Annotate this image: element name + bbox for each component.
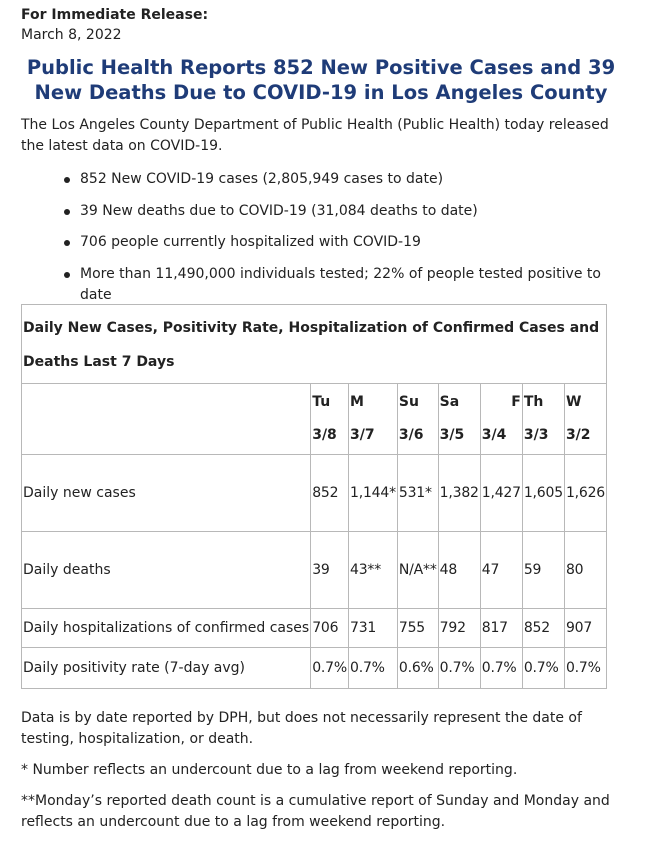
summary-list [21, 169, 621, 306]
headline: Public Health Reports 852 New Positive Cases and 39 New Deaths Due to COVID-19 in Los Angeles County [26, 56, 616, 104]
summary-item: 852 New COVID-19 cases (2,805,949 cases to date) [80, 169, 621, 190]
table-cell: 43** [348, 532, 397, 609]
day-label: F [511, 394, 521, 410]
summary-item: 39 New deaths due to COVID-19 (31,084 deaths to date) [80, 201, 621, 222]
header-cell [348, 384, 397, 455]
date-label: 3/2 [565, 427, 591, 443]
day-label: Th [523, 394, 544, 410]
table-cell: 706 [311, 609, 349, 648]
date-label: 3/4 [481, 427, 507, 443]
table-cell: N/A** [397, 532, 438, 609]
date-label: 3/5 [439, 427, 465, 443]
table-cell: 80 [564, 532, 606, 609]
row-label: Daily hospitalizations of confirmed cases [22, 609, 311, 648]
table-cell: 792 [438, 609, 480, 648]
table-cell: 907 [564, 609, 606, 648]
table-cell: 59 [522, 532, 564, 609]
table-cell: 48 [438, 532, 480, 609]
release-label: For Immediate Release: [21, 7, 209, 23]
table-row [22, 609, 607, 648]
date-label: 3/3 [523, 427, 549, 443]
table-caption-line: Daily New Cases, Positivity Rate, Hospitalization of Confirmed Cases and [23, 320, 600, 336]
header-cell [438, 384, 480, 455]
table-cell: 39 [311, 532, 349, 609]
date-label: 3/8 [312, 427, 337, 443]
table-cell: 1,382 [438, 455, 480, 532]
header-cell [564, 384, 606, 455]
table-row [22, 532, 607, 609]
table-caption-row [22, 305, 607, 384]
row-label: Daily positivity rate (7-day avg) [22, 648, 311, 689]
press-release [21, 6, 621, 316]
day-label: Sa [439, 394, 460, 410]
table-cell: 0.7% [311, 648, 349, 689]
table-cell: 852 [522, 609, 564, 648]
table-cell: 531* [397, 455, 438, 532]
table-cell: 0.7% [480, 648, 522, 689]
day-label: W [565, 394, 582, 410]
table-cell: 0.6% [397, 648, 438, 689]
table-header-row [22, 384, 607, 455]
table-cell: 755 [397, 609, 438, 648]
table-caption [22, 305, 607, 384]
table-cell: 0.7% [438, 648, 480, 689]
summary-item: 706 people currently hospitalized with COVID-19 [80, 232, 621, 253]
header-cell [397, 384, 438, 455]
table-cell: 1,626 [564, 455, 606, 532]
header-blank-cell [22, 384, 311, 455]
table-cell: 0.7% [522, 648, 564, 689]
release-date: March 8, 2022 [21, 27, 122, 43]
table-cell: 731 [348, 609, 397, 648]
row-label: Daily new cases [22, 455, 311, 532]
table-cell: 817 [480, 609, 522, 648]
footnote: * Number reflects an undercount due to a lag from weekend reporting. [21, 762, 518, 778]
intro-paragraph: The Los Angeles County Department of Public Health (Public Health) today released the latest data on COVID-19. [21, 117, 609, 154]
row-label: Daily deaths [22, 532, 311, 609]
table-cell: 852 [311, 455, 349, 532]
footnote: Data is by date reported by DPH, but does not necessarily represent the date of testing, hospitalization, or death. [21, 710, 582, 747]
table-cell: 47 [480, 532, 522, 609]
header-cell [480, 384, 522, 455]
day-label: M [349, 394, 364, 410]
table-cell: 1,605 [522, 455, 564, 532]
day-label: Tu [312, 394, 331, 410]
table-row [22, 455, 607, 532]
table-row [22, 648, 607, 689]
day-label: Su [398, 394, 419, 410]
header-cell [311, 384, 349, 455]
stats-table [21, 304, 607, 689]
header-cell [522, 384, 564, 455]
table-cell: 1,144* [348, 455, 397, 532]
date-label: 3/6 [398, 427, 424, 443]
table-cell: 0.7% [348, 648, 397, 689]
table-caption-line: Deaths Last 7 Days [23, 354, 175, 370]
footnote: **Monday’s reported death count is a cumulative report of Sunday and Monday and reflects an undercount due to a lag from weekend reporting. [21, 793, 610, 830]
summary-item: More than 11,490,000 individuals tested; 22% of people tested positive to date [80, 264, 621, 306]
footnotes [21, 708, 631, 843]
table-cell: 1,427 [480, 455, 522, 532]
date-label: 3/7 [349, 427, 375, 443]
table-cell: 0.7% [564, 648, 606, 689]
